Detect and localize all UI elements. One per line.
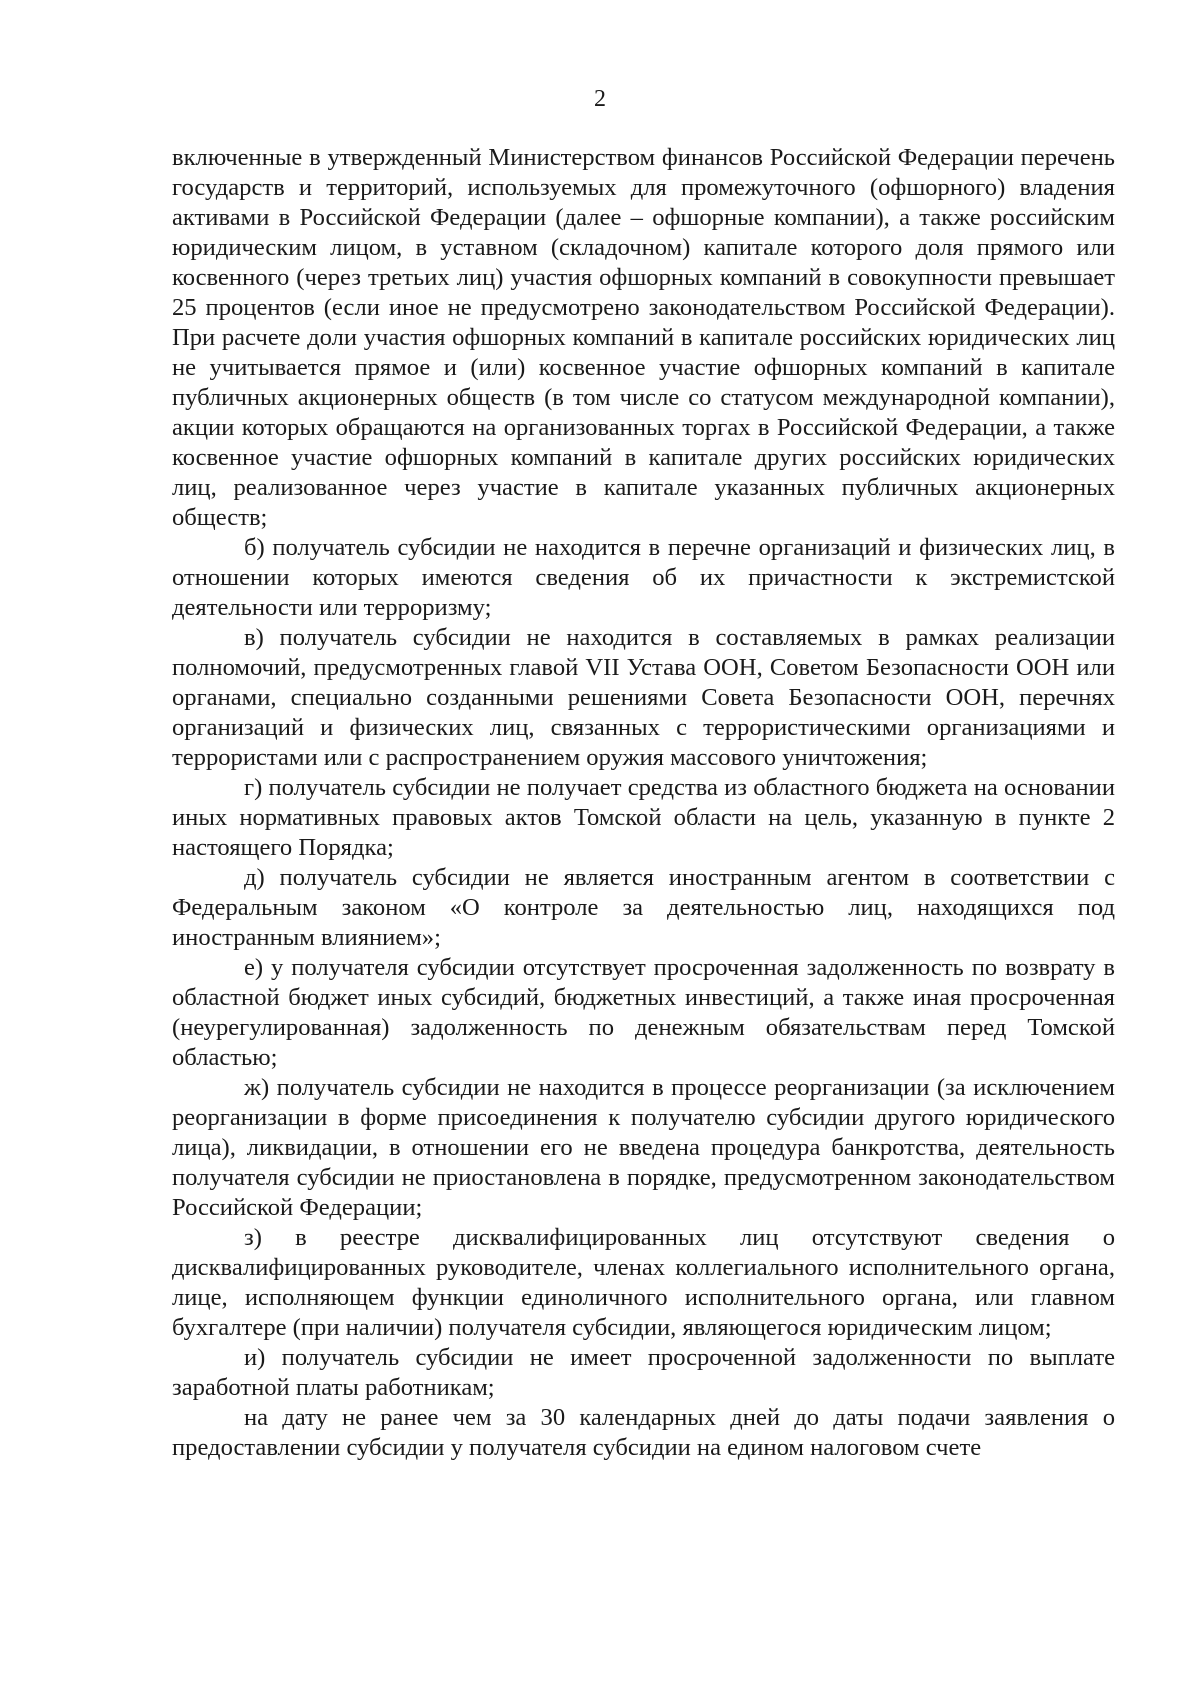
paragraph-item-e: е) у получателя субсидии отсутствует просроченная задолженность по возврату в областной бюджет иных субсидий, бюджетных инвестиций, а также иная просроченная (неурегулированная) задолженность по денежным обязательствам перед Томской областью; <box>172 954 1115 1071</box>
paragraph-item-g: г) получатель субсидии не получает средства из областного бюджета на основании иных нормативных правовых актов Томской области на цель, указанную в пункте 2 настоящего Порядка; <box>172 774 1115 861</box>
paragraph-item-d: д) получатель субсидии не является иностранным агентом в соответствии с Федеральным законом «О контроле за деятельностью лиц, находящихся под иностранным влиянием»; <box>172 864 1115 951</box>
paragraph-item-z: з) в реестре дисквалифицированных лиц отсутствуют сведения о дисквалифицированных руководителе, членах коллегиального исполнительного органа, лице, исполняющем функции единоличного исполнительного органа, или главном бухгалтере (при наличии) получателя субсидии, являющегося юридическим лицом; <box>172 1224 1115 1341</box>
paragraph-tax-account: на дату не ранее чем за 30 календарных дней до даты подачи заявления о предоставлении субсидии у получателя субсидии на едином налоговом счете <box>172 1404 1115 1461</box>
paragraph-item-i: и) получатель субсидии не имеет просроченной задолженности по выплате заработной платы работникам; <box>172 1344 1115 1401</box>
paragraph-continuation: включенные в утвержденный Министерством финансов Российской Федерации перечень государств и территорий, используемых для промежуточного (офшорного) владения активами в Российской Федерации (далее – офшорные компании), а также российским юридическим лицом, в уставном (складочном) капитале которого доля прямого или косвенного (через третьих лиц) участия офшорных компаний в совокупности превышает 25 процентов (если иное не предусмотрено законодательством Российской Федерации). При расчете доли участия офшорных компаний в капитале российских юридических лиц не учитывается прямое и (или) косвенное участие офшорных компаний в капитале публичных акционерных обществ (в том числе со статусом международной компании), акции которых обращаются на организованных торгах в Российской Федерации, а также косвенное участие офшорных компаний в капитале других российских юридических лиц, реализованное через участие в капитале указанных публичных акционерных обществ; <box>172 144 1115 531</box>
paragraph-item-v: в) получатель субсидии не находится в составляемых в рамках реализации полномочий, предусмотренных главой VII Устава ООН, Советом Безопасности ООН или органами, специально созданными решениями Совета Безопасности ООН, перечнях организаций и физических лиц, связанных с террористическими организациями и террористами или с распространением оружия массового уничтожения; <box>172 624 1115 771</box>
paragraph-item-zh: ж) получатель субсидии не находится в процессе реорганизации (за исключением реорганизации в форме присоединения к получателю субсидии другого юридического лица), ликвидации, в отношении его не введена процедура банкротства, деятельность получателя субсидии не приостановлена в порядке, предусмотренном законодательством Российской Федерации; <box>172 1074 1115 1221</box>
document-body <box>172 143 1115 1463</box>
page-number: 2 <box>594 86 606 112</box>
paragraph-item-b: б) получатель субсидии не находится в перечне организаций и физических лиц, в отношении которых имеются сведения об их причастности к экстремистской деятельности или терроризму; <box>172 534 1115 621</box>
